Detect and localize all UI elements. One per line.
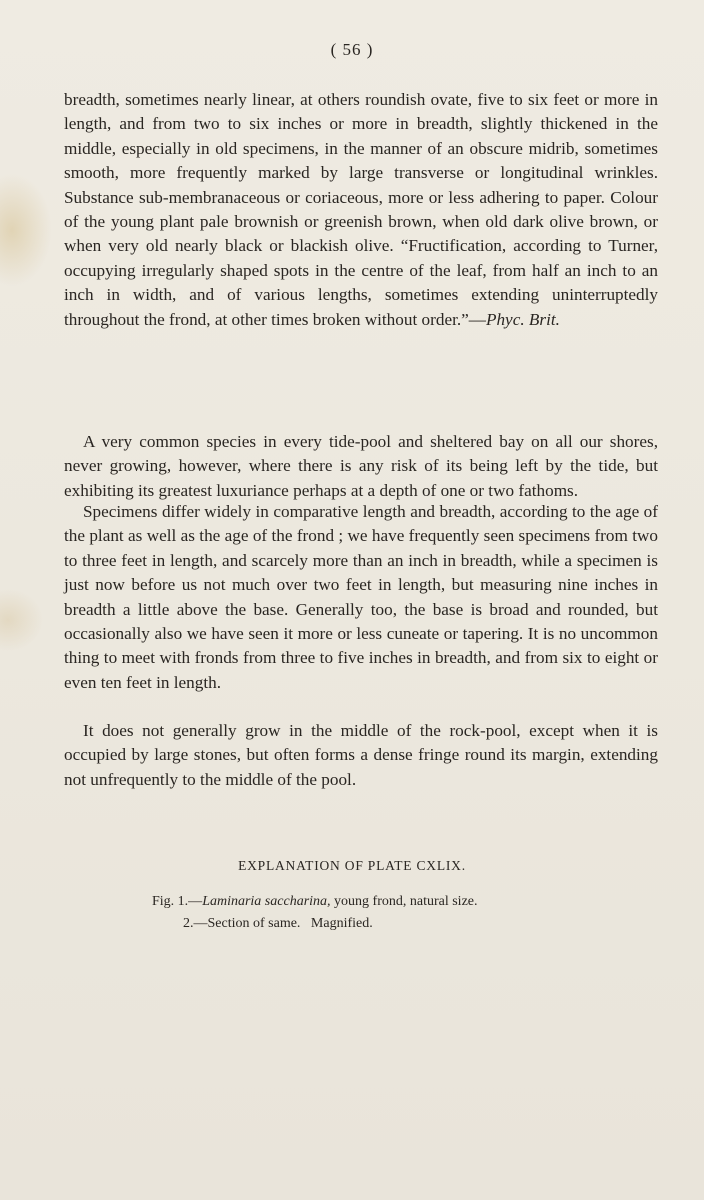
habitat-paragraph: A very common species in every tide-pool and sheltered bay on all our shores, never growing, however, where there is any risk of its being left by the tide, but exhibiting its greatest luxuriance perhaps at a depth of one or two fathoms. (64, 432, 658, 500)
description-text: breadth, sometimes nearly linear, at others roundish ovate, five to six feet or more in length, and from two to six inches or more in breadth, slightly thickened in the middle, especially in old specimens, in the manner of an obscure midrib, sometimes smooth, more frequently marked by large transverse or longitudinal wrinkles. Substance sub-membranaceous or coriaceous, more or less adhering to paper. Colour of the young plant pale brownish or greenish brown, when old dark olive brown, or when very old nearly black or blackish olive. “Fructification, according to Turner, occupying irregularly shaped spots in the centre of the leaf, from half an inch to an inch in width, and of various lengths, sometimes extending uninterruptedly throughout the frond, at other times broken without order.”— (64, 90, 658, 329)
page-number: ( 56 ) (330, 40, 374, 59)
figure-1-species: Laminaria saccharina, (202, 894, 331, 909)
plate-explanation-heading: EXPLANATION OF PLATE CXLIX. (238, 858, 466, 873)
figure-caption-2: 2.—Section of same. Magnified. (183, 916, 373, 931)
figure-1-description: young frond, natural size. (330, 894, 478, 909)
figure-1-prefix: Fig. 1.— (152, 894, 203, 909)
specimens-paragraph: Specimens differ widely in comparative length and breadth, according to the age of the plant as well as the age of the frond ; we have frequently seen specimens from two to three feet in length, and scarcely more than an inch in breadth, while a specimen is just now before us not much over two feet in length, but measuring nine inches in breadth a little above the base. Generally too, the base is broad and rounded, but occasionally also we have seen it more or less cuneate or tapering. It is no uncommon thing to meet with fronds from three to five inches in breadth, and from six to eight or even ten feet in length. (64, 502, 658, 692)
description-paragraph (64, 88, 658, 332)
figure-caption-1 (152, 892, 478, 912)
growth-paragraph: It does not generally grow in the middle of the rock-pool, except when it is occupied by large stones, but often forms a dense fringe round its margin, extending not unfrequently to the middle of the pool. (64, 721, 658, 789)
citation: Phyc. Brit. (485, 309, 560, 329)
